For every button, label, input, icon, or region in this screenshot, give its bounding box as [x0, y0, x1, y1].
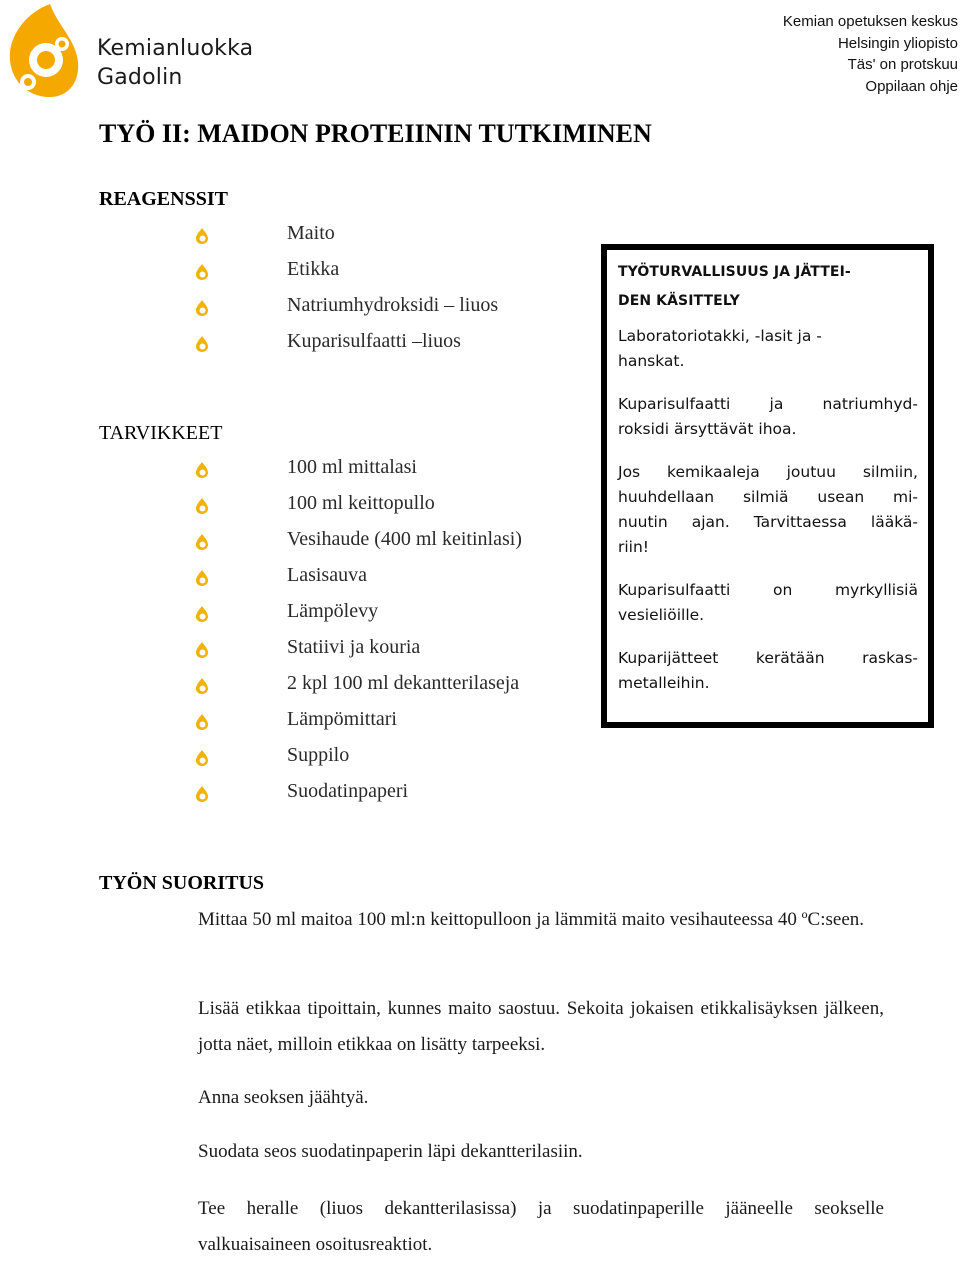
procedure-step: Suodata seos suodatinpaperin läpi dekantterilasiin.	[198, 1141, 583, 1162]
reagents-heading: REAGENSSIT	[99, 188, 228, 210]
drop-bullet-icon	[195, 336, 209, 352]
document-title: TYÖ II: MAIDON PROTEIININ TUTKIMINEN	[99, 119, 652, 148]
gadolin-logo-icon	[6, 4, 80, 98]
drop-bullet-icon	[195, 786, 209, 802]
supply-name: 100 ml keittopullo	[287, 492, 435, 514]
safety-box	[601, 244, 934, 728]
drop-bullet-icon	[195, 498, 209, 514]
org-line: Kemian opetuksen keskus	[782, 13, 958, 30]
drop-bullet-icon	[195, 606, 209, 622]
reagent-name: Natriumhydroksidi – liuos	[287, 294, 499, 316]
supply-name: Lasisauva	[287, 564, 367, 586]
brand-line-2: Gadolin	[97, 65, 183, 90]
supply-name: Vesihaude (400 ml keitinlasi)	[287, 528, 522, 550]
safety-line: huuhdellaan silmiä usean mi-	[618, 488, 918, 506]
procedure-step: Mittaa 50 ml maitoa 100 ml:n keittopulloon ja lämmitä maito vesihauteessa 40 ºC:seen.	[198, 909, 865, 930]
drop-bullet-icon	[195, 264, 209, 280]
drop-bullet-icon	[195, 678, 209, 694]
safety-title	[618, 258, 918, 316]
org-line: Täs' on protskuu	[847, 56, 958, 73]
safety-paragraph	[618, 646, 918, 696]
safety-paragraph	[618, 392, 918, 442]
safety-line: nuutin ajan. Tarvittaessa lääkä-	[618, 513, 918, 531]
drop-bullet-icon	[195, 714, 209, 730]
safety-line: Kuparisulfaatti on myrkyllisiä	[618, 581, 918, 599]
supply-name: Suodatinpaperi	[287, 780, 409, 802]
procedure-step: Lisää etikkaa tipoittain, kunnes maito saostuu. Sekoita jokaisen etikkalisäyksen jälkeen, jotta näet, milloin etikkaa on lisätty tarpeeksi.	[198, 998, 884, 1055]
safety-line: roksidi ärsyttävät ihoa.	[618, 420, 797, 438]
organization-info	[783, 11, 958, 97]
org-line: Helsingin yliopisto	[837, 34, 958, 52]
drop-bullet-icon	[195, 534, 209, 550]
drop-bullet-icon	[195, 570, 209, 586]
safety-paragraph	[618, 578, 918, 628]
drop-bullet-icon	[195, 300, 209, 316]
safety-line: Kuparijätteet kerätään raskas-	[618, 649, 918, 667]
safety-line: vesieliöille.	[618, 606, 705, 624]
supply-name: Statiivi ja kouria	[287, 636, 421, 658]
supply-name: Suppilo	[287, 744, 350, 766]
safety-title-line: DEN KÄSITTELY	[618, 293, 740, 309]
reagent-name: Etikka	[287, 258, 340, 280]
drop-bullet-icon	[195, 228, 209, 244]
supply-name: 2 kpl 100 ml dekantterilaseja	[287, 672, 520, 694]
safety-line: riin!	[618, 538, 650, 556]
procedure-heading: TYÖN SUORITUS	[99, 872, 265, 894]
drop-bullet-icon	[195, 750, 209, 766]
brand-line-1: Kemianluokka	[97, 36, 254, 61]
safety-paragraph	[618, 324, 918, 374]
safety-line: metalleihin.	[618, 674, 710, 692]
reagent-name: Kuparisulfaatti –liuos	[287, 330, 461, 352]
safety-title-line: TYÖTURVALLISUUS JA JÄTTEI-	[618, 264, 851, 280]
supplies-heading: TARVIKKEET	[99, 422, 223, 444]
reagent-name: Maito	[287, 222, 335, 244]
safety-paragraph	[618, 460, 918, 560]
safety-line: Laboratoriotakki, -lasit ja -	[618, 327, 822, 345]
procedure-step: Anna seoksen jäähtyä.	[198, 1087, 369, 1108]
drop-bullet-icon	[195, 462, 209, 478]
drop-bullet-icon	[195, 642, 209, 658]
brand-name	[97, 34, 253, 92]
safety-line: Kuparisulfaatti ja natriumhyd-	[618, 395, 918, 413]
safety-line: hanskat.	[618, 352, 685, 370]
procedure-step: Tee heralle (liuos dekantterilasissa) ja suodatinpaperille jääneelle seokselle valkuaisaineen osoitusreaktiot.	[198, 1198, 884, 1255]
org-line: Oppilaan ohje	[865, 77, 958, 95]
supply-name: Lämpömittari	[287, 708, 397, 730]
supply-name: 100 ml mittalasi	[287, 456, 417, 478]
supply-name: Lämpölevy	[287, 600, 379, 622]
safety-line: Jos kemikaaleja joutuu silmiin,	[618, 463, 918, 481]
